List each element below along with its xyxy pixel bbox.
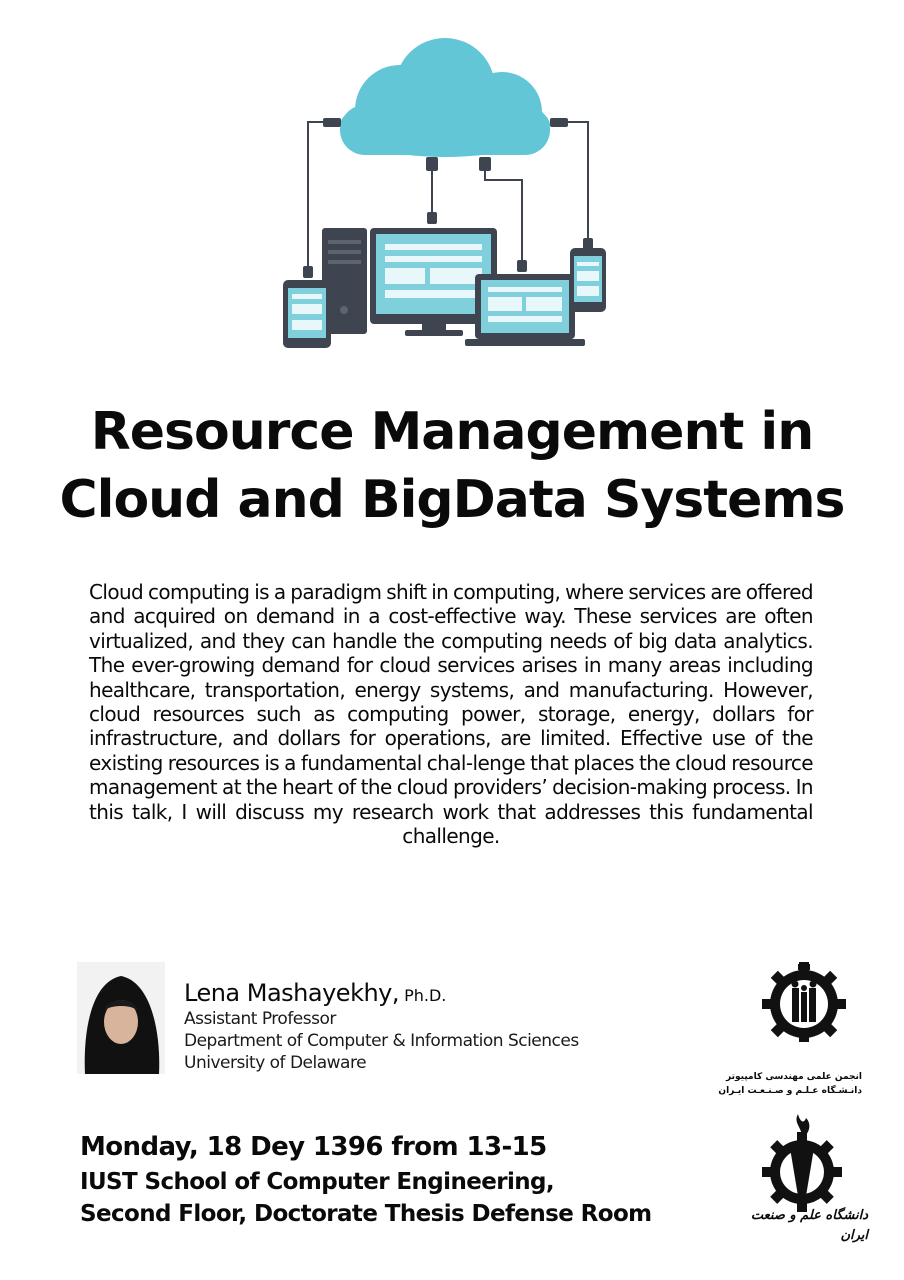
event-venue-line-2: Second Floor, Doctorate Thesis Defense Room xyxy=(80,1201,652,1227)
society-name-line-1: انجمن علمی مهندسی کامپیوتر xyxy=(726,1072,862,1082)
cloud-icon xyxy=(340,38,550,157)
event-date: Monday, 18 Dey 1396 from 13-15 xyxy=(80,1132,547,1162)
title-line-1: Resource Management in xyxy=(90,402,814,462)
laptop-icon xyxy=(465,274,585,346)
talk-title xyxy=(40,398,864,534)
speaker-name: Lena Mashayekhy, xyxy=(184,979,400,1007)
speaker-degree: Ph.D. xyxy=(404,986,447,1005)
tablet-icon xyxy=(570,248,606,312)
event-venue-line-1: IUST School of Computer Engineering, xyxy=(80,1169,555,1195)
university-name-script: دانشگاه علم و صنعت ایران xyxy=(750,1208,868,1243)
speaker-department: Department of Computer & Information Sciences xyxy=(184,1031,579,1051)
computer-society-logo-icon xyxy=(750,962,860,1042)
speaker-photo xyxy=(77,962,165,1074)
title-line-2: Cloud and BigData Systems xyxy=(59,470,845,530)
computer-society-name xyxy=(712,1070,862,1098)
cloud-computing-illustration xyxy=(270,30,630,360)
phone-icon xyxy=(283,280,331,348)
event-details xyxy=(80,1128,720,1230)
speaker-info xyxy=(184,978,644,1074)
speaker-university: University of Delaware xyxy=(184,1053,367,1073)
speaker-name-row xyxy=(184,978,644,1008)
abstract-text: Cloud computing is a paradigm shift in computing, where services are offered and acquired on demand in a cost-effective way. These services are often virtualized, and they can handle the computing needs of big data analytics. The ever-growing demand for cloud services arises in many areas including healthcare, transportation, energy systems, and manufacturing. However, cloud resources such as computing power, storage, energy, dollars for infrastructure, and dollars for operations, are limited. Effective use of the existing resources is a fundamental chal-lenge that places the cloud resource management at the heart of the cloud providers’ decision-making process. In this talk, I will discuss my research work that addresses this fundamental challenge. xyxy=(89,580,813,849)
society-name-line-2: دانـشـگاه عـلـم و صـنـعـت ایـران xyxy=(718,1086,862,1096)
speaker-position: Assistant Professor xyxy=(184,1009,336,1029)
